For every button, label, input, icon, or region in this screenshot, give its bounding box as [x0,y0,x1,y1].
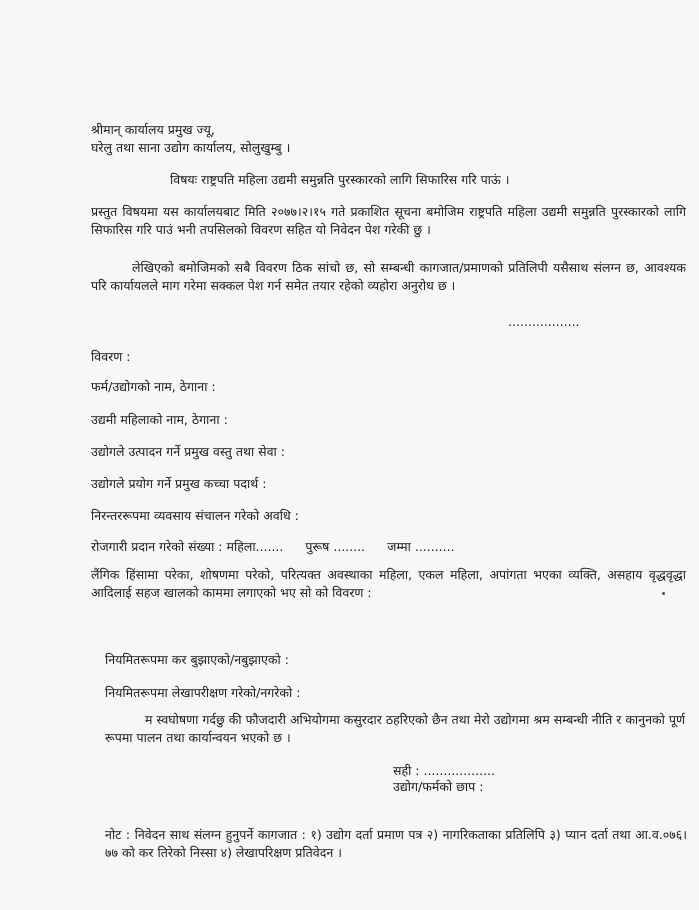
paragraph-1: प्रस्तुत विषयमा यस कार्यालयबाट मिति २०७७।२।१५ गते प्रकाशित सूचना बमोजिम राष्ट्रपति महिला उद्यमी समुन्नति पुरस्कारको लागि सिफारिस गरि पाउं भनी तपसिलको विवरण सहित यो निवेदन पेश गरेकी छु । [91,204,686,237]
field-operation-period: निरन्तररूपमा व्यवसाय संचालन गरेको अवधि : [91,508,299,523]
signature-field: सही : .................. [393,763,496,778]
field-vulnerable-employment: लैंगिक हिंसामा परेका, शोषणमा परेको, परित्यक्त अवस्थाका महिला, एकल महिला, अपांगता भएका व्यक्ति, असहाय वृद्धवृद्धा आदिलाई सहज खालको काममा लगाएको भए सो को विवरण : [91,567,686,600]
address-line-2: घरेलु तथा साना उद्योग कार्यालय, सोलुखुम्बु । [91,140,291,155]
field-products: उद्योगले उत्पादन गर्ने प्रमुख वस्तु तथा सेवा : [91,444,285,459]
field-tax-status: नियमितरूपमा कर बुझाएको/नबुझाएको : [105,652,289,667]
field-audit-status: नियमितरूपमा लेखापरीक्षण गरेको/नगरेको : [105,685,301,700]
note-attachments: नोट : निवेदन साथ संलग्न हुनुपर्ने कागजात : १) उद्योग दर्ता प्रमाण पत्र २) नागरिकताका प्रतिलिपि ३) प्यान दर्ता तथा आ.व.०७६।७७ को कर तिरेको निस्सा ४) लेखापरिक्षण प्रतिवेदन । [105,827,687,860]
details-heading: विवरण : [91,349,131,364]
field-entrepreneur-name: उद्यमी महिलाको नाम, ठेगाना : [91,412,228,427]
signature-dots: .................. [508,314,580,329]
scan-speck [662,592,665,595]
employment-female: रोजगारी प्रदान गरेको संख्या : महिला....... [91,539,284,554]
self-declaration: म स्वघोषणा गर्दछु की फौजदारी अभियोगमा कसुरदार ठहरिएको छैन तथा मेरो उद्योगमा श्रम सम्बन्धी नीति र कानुनको पूर्ण रूपमा पालन तथा कार्यान्वयन भएको छ । [105,712,685,745]
field-employment [91,538,455,556]
field-raw-materials: उद्योगले प्रयोग गर्ने प्रमुख कच्चा पदार्थ : [91,476,267,491]
employment-male: पुरूष ........ [305,539,366,554]
address-line-1: श्रीमान् कार्यालय प्रमुख ज्यू, [91,122,215,137]
stamp-field: उद्योग/फर्मको छाप : [393,779,484,794]
employment-total: जम्मा .......... [387,539,455,554]
field-firm-name: फर्म/उद्योगको नाम, ठेगाना : [91,379,216,394]
paragraph-2: लेखिएको बमोजिमको सबै विवरण ठिक सांचो छ, सो सम्बन्धी कागजात/प्रमाणको प्रतिलिपी यसैसाथ संलग्न छ, आवश्यक परि कार्यायलले माग गरेमा सक्कल पेश गर्न समेत तयार रहेको व्यहोरा अनुरोध छ । [91,260,686,293]
subject-line: विषयः राष्ट्रपति महिला उद्यमी समुन्नति पुरस्कारको लागि सिफारिस गरि पाऊं । [170,172,510,187]
